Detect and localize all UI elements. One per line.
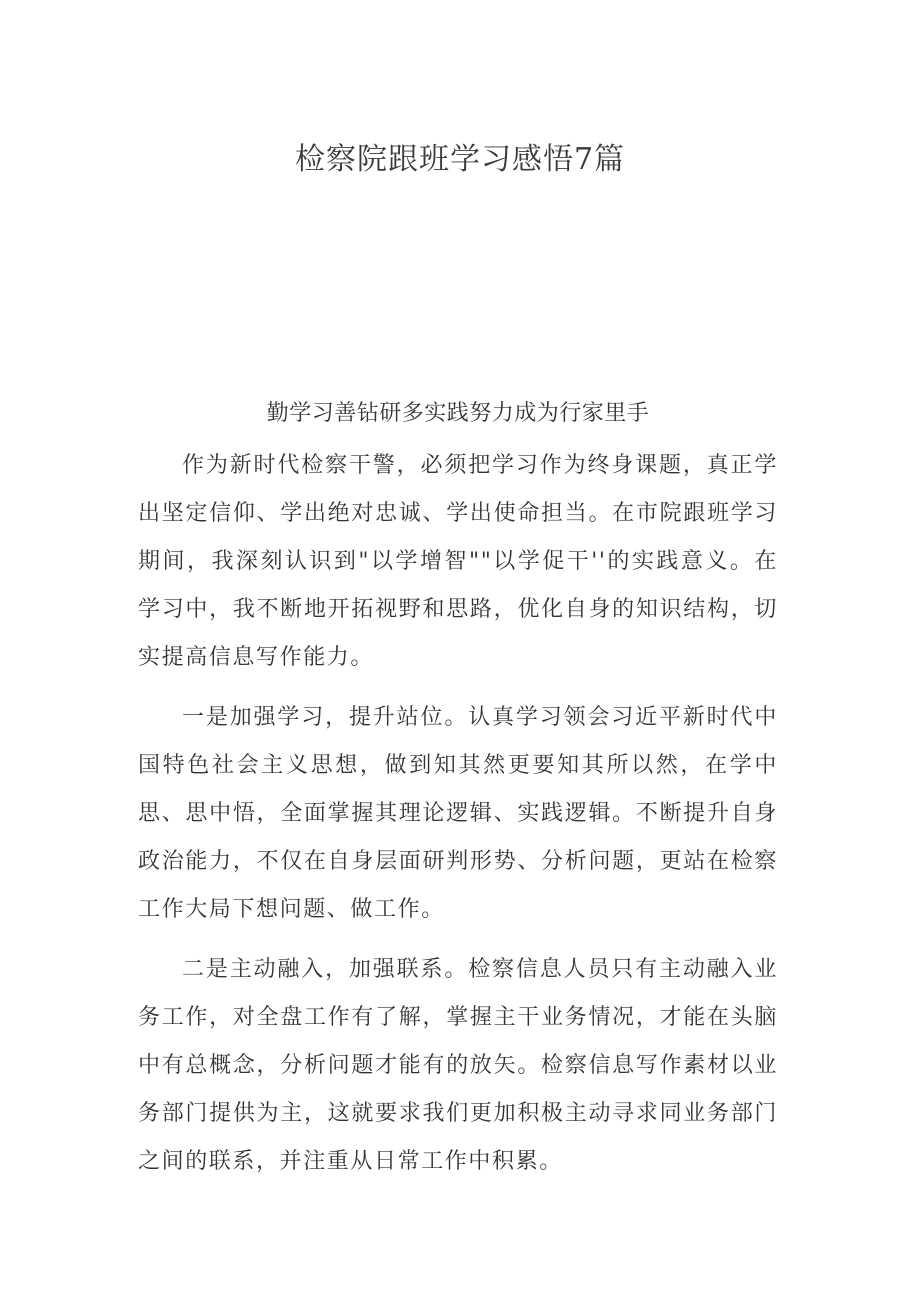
article-section <box>138 394 778 1198</box>
document-title: 检察院跟班学习感悟7篇 <box>294 142 626 177</box>
paragraph-point-one: 一是加强学习，提升站位。认真学习领会习近平新时代中国特色社会主义思想，做到知其然更要知其所以然，在学中思、思中悟，全面掌握其理论逻辑、实践逻辑。不断提升自身政治能力，不仅在自身层面研判形势、分析问题，更站在检察工作大局下想问题、做工作。 <box>138 705 778 922</box>
paragraph-point-two: 二是主动融入，加强联系。检察信息人员只有主动融入业务工作，对全盘工作有了解，掌握主干业务情况，才能在头脑中有总概念，分析问题才能有的放矢。检察信息写作素材以业务部门提供为主，这就要求我们更加积极主动寻求同业务部门之间的联系，并注重从日常工作中积累。 <box>138 957 778 1174</box>
paragraph-intro: 作为新时代检察干警，必须把学习作为终身课题，真正学出坚定信仰、学出绝对忠诚、学出使命担当。在市院跟班学习期间，我深刻认识到"以学增智""以学促干''的实践意义。在学习中，我不断地开拓视野和思路，优化自身的知识结构，切实提高信息写作能力。 <box>138 453 778 670</box>
section-heading: 勤学习善钻研多实践努力成为行家里手 <box>266 401 650 426</box>
